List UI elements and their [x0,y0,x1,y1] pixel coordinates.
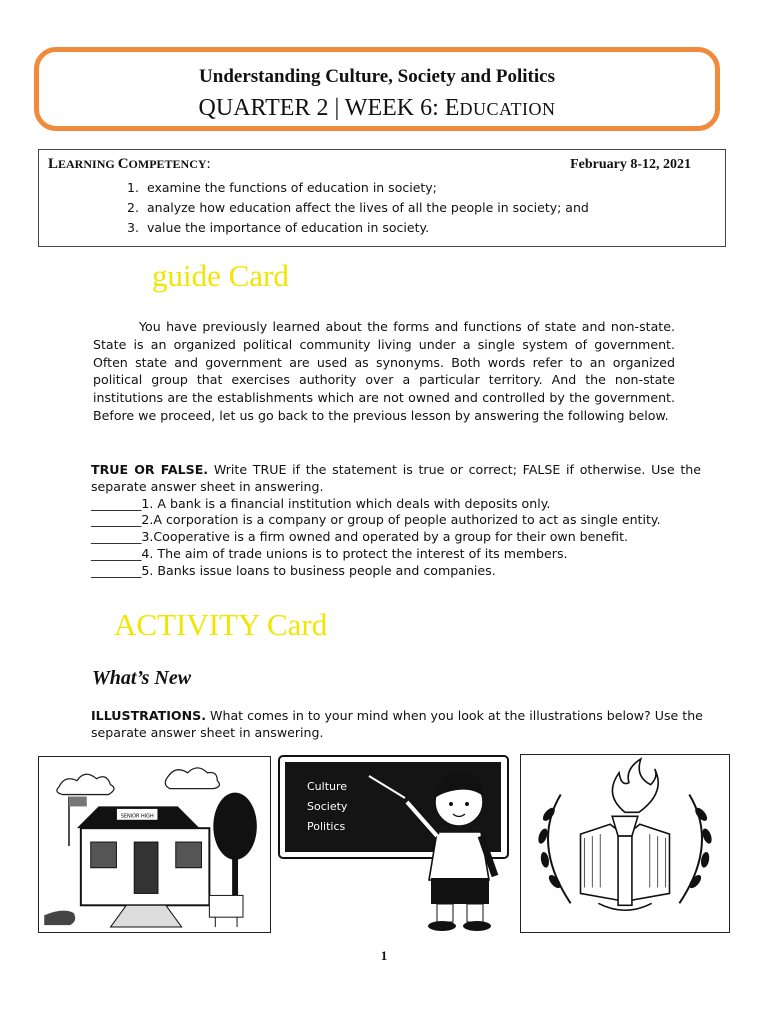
guide-card-title: guide Card [152,258,289,293]
learning-competency-box [38,149,726,247]
true-false-label: TRUE OR FALSE. [91,462,209,477]
list-item: 2. analyze how education affect the lives of all the people in society; and [127,200,589,215]
page-number: 1 [380,948,388,963]
list-item: 1. examine the functions of education in society; [127,180,437,195]
board-line-2: Society [307,800,348,813]
teacher-icon [277,754,510,933]
list-item: ________5. Banks issue loans to business people and companies. [91,562,496,578]
illustrations-label: ILLUSTRATIONS. [91,708,207,723]
school-sign-text: SENIOR HIGH [120,813,154,820]
quarter-title [39,95,715,122]
chalkboard-illustration [277,754,510,933]
list-item: 3. value the importance of education in society. [127,220,430,235]
activity-card-title: ACTIVITY Card [114,607,328,642]
list-item: ________1. A bank is a financial institution which deals with deposits only. [91,495,551,511]
board-line-1: Culture [307,780,348,793]
school-illustration [38,756,271,933]
list-item: ________4. The aim of trade unions is to protect the interest of its members. [91,545,568,561]
quarter-main: QUARTER 2 | WEEK 6: E [198,95,460,121]
learning-competency-label: LEARNING COMPETENCY: [48,156,211,172]
illustrations-instruction: ILLUSTRATIONS. What comes in to your mind when you look at the illustrations below? Use the separate answer sheet in answering. [91,708,703,740]
whats-new-heading: What’s New [92,667,192,689]
header-box [34,47,720,131]
list-item: ________3.Cooperative is a firm owned and operated by a group for their own benefit. [91,529,629,545]
subject-title: Understanding Culture, Society and Politics [199,66,555,87]
true-false-instruction: TRUE OR FALSE. Write TRUE if the statement is true or correct; FALSE if otherwise. Use the separate answer sheet in answering. [91,462,701,494]
quarter-smallcaps: DUCATION [459,99,556,119]
list-item: ________2.A corporation is a company or group of people authorized to act as single entity. [91,512,661,528]
torch-icon [521,755,729,932]
board-line-3: Politics [307,820,346,833]
torch-emblem-illustration [520,754,730,933]
guide-paragraph: You have previously learned about the forms and functions of state and non-state. State is an organized political community living under a single system of government. Often state and government are used as synonyms. Both words refer to an organized political group that exercises authority over a particular territory. And the non-state institutions are the establishments which are not owned and controlled by the government. Before we proceed, let us go back to the previous lesson by answering the following below. [93,319,675,423]
competency-list [127,178,589,238]
date-range: February 8-12, 2021 [570,157,691,172]
school-icon [39,757,270,932]
true-false-section [91,462,701,580]
